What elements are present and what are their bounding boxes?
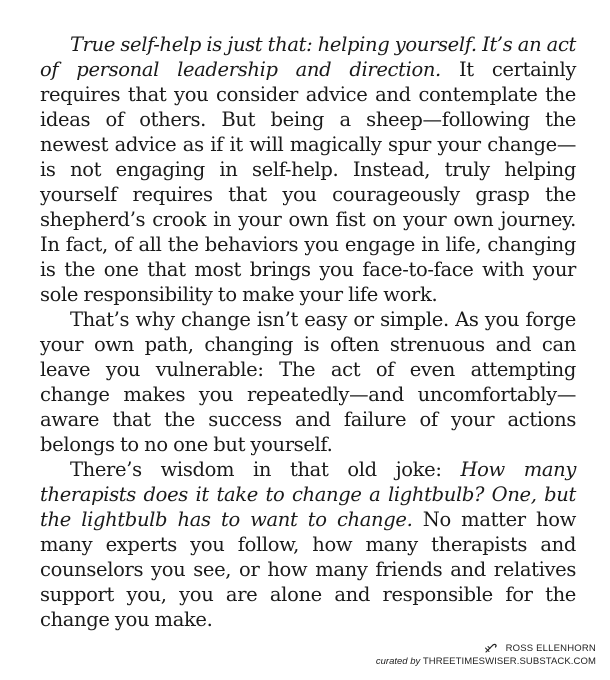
paragraph-2: [40, 307, 576, 457]
site-url: THREETIMESWISER.SUBSTACK.COM: [422, 656, 596, 667]
attribution: [376, 642, 596, 668]
quote-body: [40, 32, 576, 632]
shepherd-crook-icon: [484, 643, 498, 654]
author-name: ROSS ELLENHORN: [505, 643, 596, 654]
paragraph-3-joke: How many therapists does it take to change a lightbulb? One, but the lightbulb has to want to change.: [40, 458, 576, 531]
paragraph-3-lead: There’s wisdom in that old joke:: [70, 458, 461, 481]
paragraph-1: [40, 32, 576, 307]
author-line: [376, 642, 596, 655]
paragraph-2-body: That’s why change isn’t easy or simple. As you forge your own path, changing is often strenuous and can leave you vulnerable: The act of even attempting change makes you repeatedly—and uncomfortably—aware that the success and failure of your actions belongs to no one but yourself.: [40, 308, 576, 456]
paragraph-3: [40, 457, 576, 632]
paragraph-3-body: No matter how many experts you follow, how many therapists and counselors you see, or how many friends and relatives support you, you are alone and responsible for the change you make.: [40, 508, 576, 631]
curated-line: [376, 655, 596, 668]
curated-prefix: curated by: [375, 656, 421, 667]
paragraph-1-body: It certainly requires that you consider advice and contemplate the ideas of others. But being a sheep—following the newest advice as if it will magically spur your change—is not engaging in self-help. Instead, truly helping yourself requires that you courageously grasp the shepherd’s crook in your own fist on your own journey. In fact, of all the behaviors you engage in life, changing is the one that most brings you face-to-face with your sole responsibility to make your life work.: [40, 58, 576, 306]
paragraph-1-italic-lead: True self-help is just that: helping yourself. It’s an act of personal leadership and direction.: [40, 33, 576, 81]
